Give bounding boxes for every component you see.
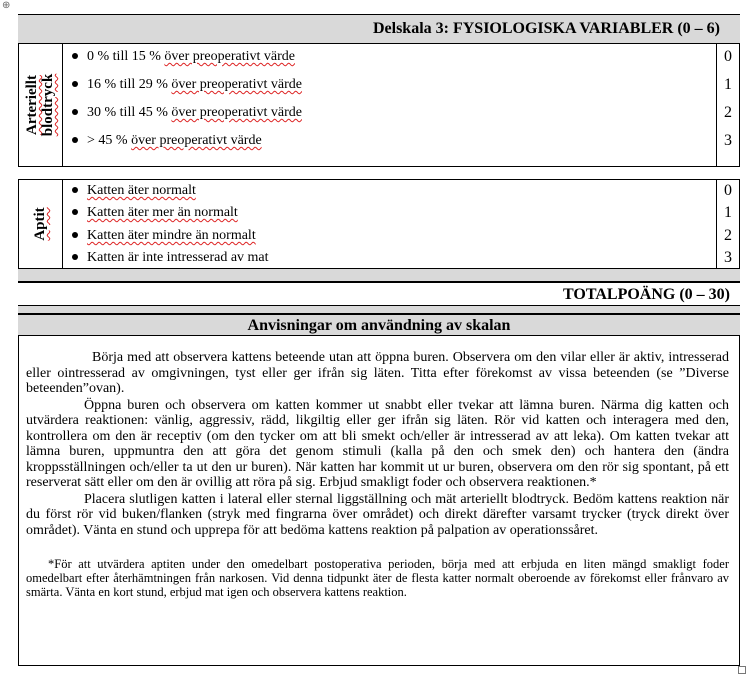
bullet-icon [72, 209, 78, 215]
list-item: 30 % till 45 % över preoperativt värde [72, 105, 302, 121]
bullet-icon [72, 254, 78, 260]
spacer-row [18, 268, 740, 282]
section-title: Delskala 3: FYSIOLOGISKA VARIABLER (0 – 6) [372, 20, 720, 37]
instruction-paragraph: Placera slutligen katten i lateral eller sternal liggställning och mät arteriellt blodtryck. Bedöm kattens reaktion när du först rör vid buken/flanken (stryk med fingrarna över området) och direkt därefter varsamt trycker (tryck direkt över området). Vänta en stund och upprepa för att bedöma kattens reaktion på palpation av operationssåret. [26, 491, 729, 538]
footnote: *För att utvärdera aptiten under den omedelbart postoperativa perioden, börja med att erbjuda en liten mängd smakligt foder omedelbart efter återhämtningen från narkosen. Vid denna tidpunkt äter de flesta katter normalt oberoende av förekomst eller frånvaro av smärta. Vänta en kort stund, erbjud mat igen och observera kattens reaktion. [26, 557, 729, 599]
instruction-paragraph: Börja med att observera kattens beteende utan att öppna buren. Observera om den vilar eller är aktiv, intresserad eller ointresserad av omgivningen, tyst eller ger ifrån sig läten. Titta efter förekomst av vissa beteenden (se ”Diverse beteenden”ovan). [26, 350, 729, 396]
bullet-icon [72, 187, 78, 193]
appetite-label: Aptit [32, 207, 48, 241]
blood-pressure-label-cell [19, 44, 62, 166]
blood-pressure-label: Arteriellt blodtryck [24, 73, 56, 137]
bullet-icon [72, 137, 78, 143]
bullet-icon [72, 109, 78, 115]
list-item: Katten är inte intresserad av mat [72, 250, 269, 266]
score-value: 1 [724, 204, 732, 221]
score-value: 0 [724, 48, 732, 65]
score-value: 2 [724, 104, 732, 121]
column-divider [62, 44, 63, 166]
table-resize-handle[interactable] [738, 666, 746, 674]
list-item: Katten äter mindre än normalt [72, 228, 256, 244]
list-item: Katten äter normalt [72, 183, 196, 199]
table-move-handle-icon[interactable]: ⊕ [2, 0, 11, 11]
bullet-icon [72, 53, 78, 59]
list-item: Katten äter mer än normalt [72, 205, 238, 221]
column-divider [62, 180, 63, 268]
spacer-row [18, 306, 740, 314]
score-value: 3 [724, 249, 732, 266]
table-header-row [18, 14, 740, 44]
list-item: > 45 % över preoperativt värde [72, 133, 262, 149]
instructions-title: Anvisningar om användning av skalan [247, 317, 511, 334]
list-item: 16 % till 29 % över preoperativt värde [72, 77, 302, 93]
bullet-icon [72, 81, 78, 87]
score-value: 1 [724, 76, 732, 93]
score-value: 0 [724, 182, 732, 199]
instructions-header [18, 314, 740, 336]
score-value: 3 [724, 132, 732, 149]
instruction-paragraph: Öppna buren och observera om katten kommer ut snabbt eller tvekar att lämna buren. Närma dig katten och utvärdera reaktionen: vänlig, aggressiv, rädd, likgiltig eller ger ifrån sig läten. Rör vid katten och interagera med den, kontrollera om den är receptiv (om den tycker om att bli smekt och/eller är intresserad av att leka). Om katten tvekar att lämna buren, uppmuntra den att göra det genom stimuli (kalla på den och smek den) och hantera den (ändra kroppsställningen och/eller ta ut den ur buren). När katten har kommit ut ur buren, observera om den rör sig spontant, på ett reserverat sätt eller om den är ovillig att röra på sig. Erbjud smakligt foder och observera reaktionen.* [26, 397, 729, 490]
bullet-icon [72, 232, 78, 238]
total-label: TOTALPOÄNG (0 – 30) [563, 286, 730, 303]
total-row [18, 282, 740, 306]
appetite-label-cell [19, 180, 62, 268]
score-value: 2 [724, 227, 732, 244]
list-item: 0 % till 15 % över preoperativt värde [72, 49, 295, 65]
spacer-row [18, 166, 740, 180]
instructions-body [26, 350, 729, 599]
